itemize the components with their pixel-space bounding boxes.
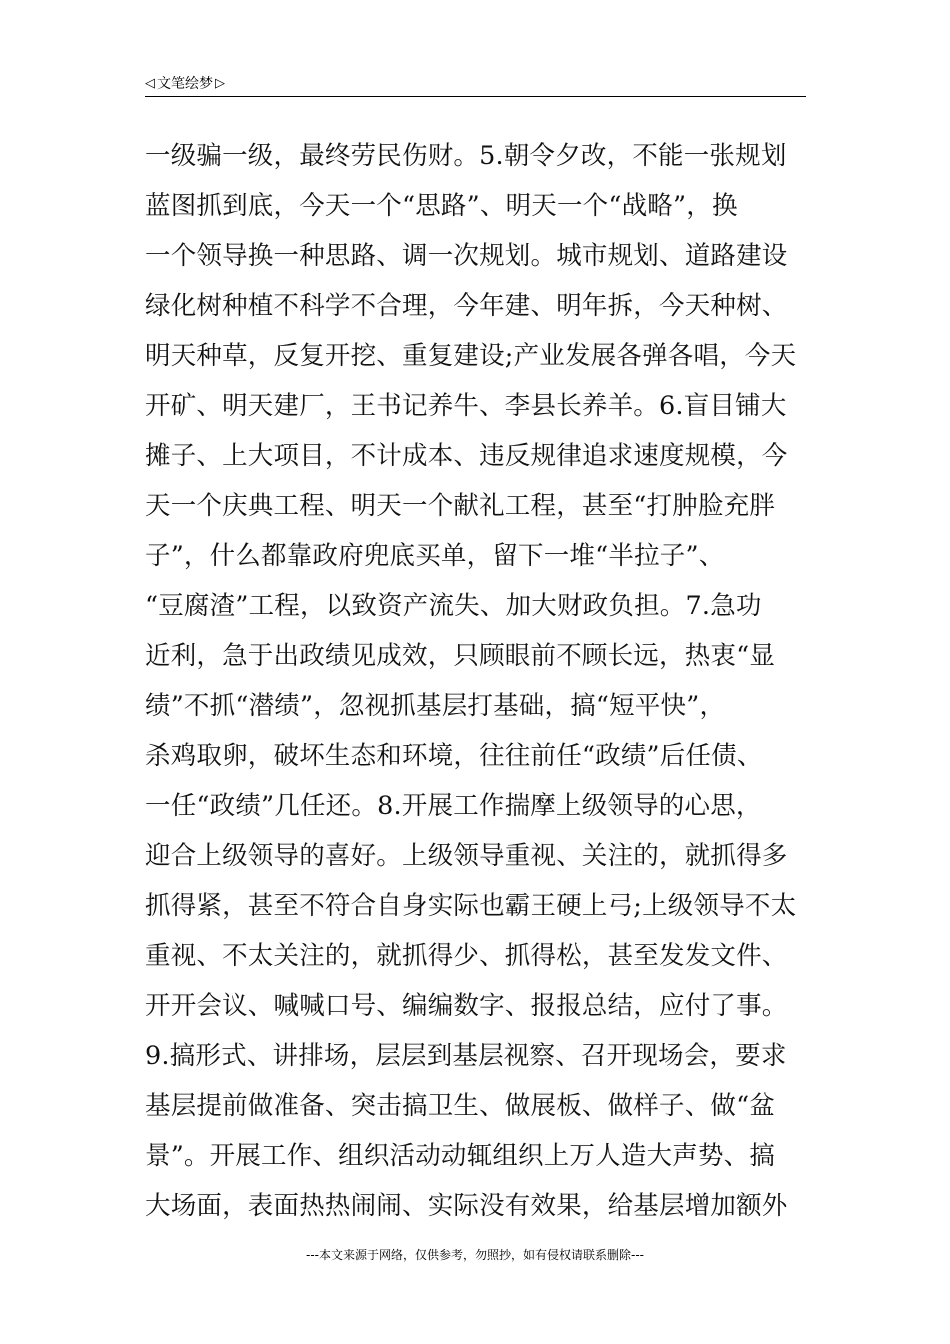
body-line: 重视、不太关注的，就抓得少、抓得松，甚至发发文件、 <box>145 941 788 971</box>
body-line: 9.搞形式、讲排场，层层到基层视察、召开现场会，要求 <box>145 1041 787 1071</box>
header-title: 文笔绘梦 <box>157 76 213 92</box>
body-line: 开矿、明天建厂，王书记养牛、李县长养羊。6.盲目铺大 <box>145 391 787 421</box>
left-triangle-icon: ◁ <box>145 75 155 91</box>
body-line: 摊子、上大项目，不计成本、违反规律追求速度规模，今 <box>145 441 788 471</box>
body-line: 景”。开展工作、组织活动动辄组织上万人造大声势、搞 <box>145 1141 776 1171</box>
page-header <box>145 73 225 93</box>
header-rule <box>145 96 806 97</box>
body-line: 天一个庆典工程、明天一个献礼工程，甚至“打肿脸充胖 <box>145 491 776 521</box>
body-line: 基层提前做准备、突击搞卫生、做展板、做样子、做“盆 <box>145 1091 776 1121</box>
body-line: 开开会议、喊喊口号、编编数字、报报总结，应付了事。 <box>145 991 788 1021</box>
right-triangle-icon: ▷ <box>215 75 225 91</box>
body-line: 绩”不抓“潜绩”，忽视抓基层打基础，搞“短平快”， <box>145 691 726 721</box>
body-line: 蓝图抓到底，今天一个“思路”、明天一个“战略”，换 <box>145 191 738 221</box>
page-footer: ---本文来源于网络，仅供参考，勿照抄，如有侵权请联系删除--- <box>306 1248 644 1262</box>
body-line: 绿化树种植不科学不合理，今年建、明年拆，今天种树、 <box>145 291 788 321</box>
body-text <box>145 131 810 1231</box>
body-line: 一任“政绩”几任还。8.开展工作揣摩上级领导的心思， <box>145 791 762 821</box>
body-line: 迎合上级领导的喜好。上级领导重视、关注的，就抓得多 <box>145 841 788 871</box>
body-line: 一级骗一级，最终劳民伤财。5.朝令夕改，不能一张规划 <box>145 141 787 171</box>
body-line: 抓得紧，甚至不符合自身实际也霸王硬上弓;上级领导不太 <box>145 891 797 921</box>
body-line: 子”，什么都靠政府兜底买单，留下一堆“半拉子”、 <box>145 541 725 571</box>
body-line: 杀鸡取卵，破坏生态和环境，往往前任“政绩”后任债、 <box>145 741 763 771</box>
body-line: 明天种草，反复开挖、重复建设;产业发展各弹各唱，今天 <box>145 341 797 371</box>
body-line: 一个领导换一种思路、调一次规划。城市规划、道路建设 <box>145 241 788 271</box>
body-line: 近利，急于出政绩见成效，只顾眼前不顾长远，热衷“显 <box>145 641 776 671</box>
body-line: 大场面，表面热热闹闹、实际没有效果，给基层增加额外 <box>145 1191 788 1221</box>
body-line: “豆腐渣”工程，以致资产流失、加大财政负担。7.急功 <box>145 591 762 621</box>
